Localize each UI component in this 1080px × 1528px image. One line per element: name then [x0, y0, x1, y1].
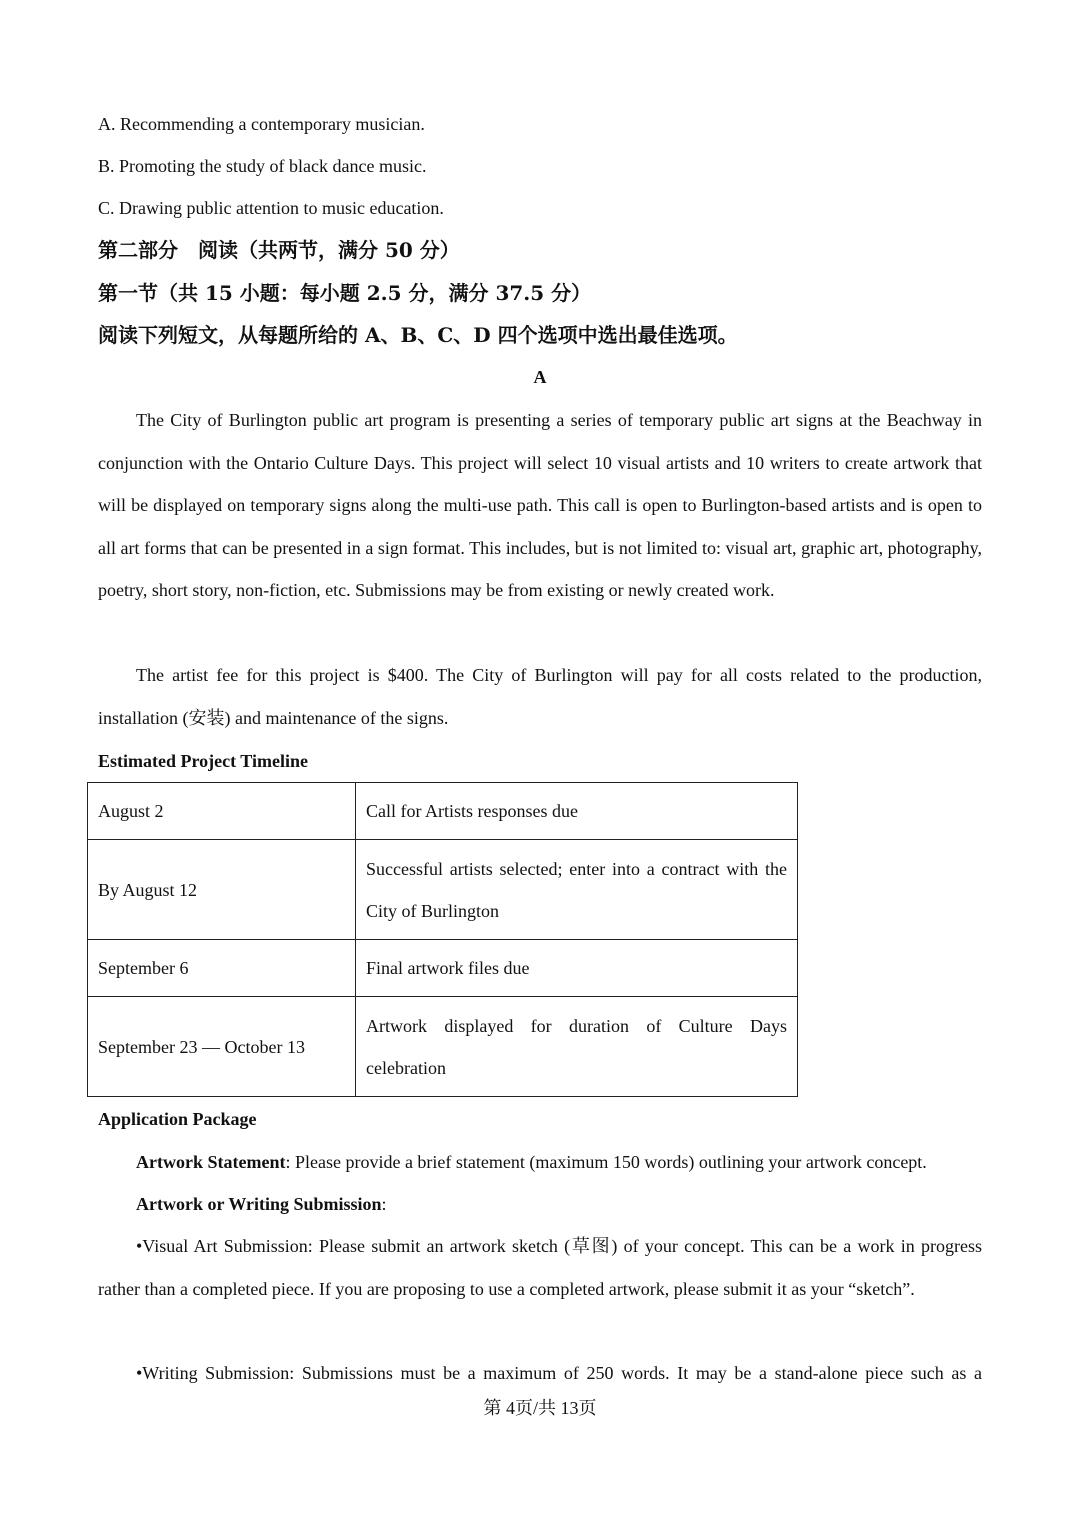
- part-two-heading: 第二部分 阅读（共两节，满分 50 分）: [98, 238, 460, 262]
- timeline-date: September 6: [88, 940, 356, 997]
- timeline-date: August 2: [88, 783, 356, 840]
- page-footer: 第 4页/共 13页: [483, 1398, 597, 1418]
- artwork-statement: [136, 1150, 927, 1174]
- submission-heading: [136, 1192, 387, 1216]
- table-row: [88, 940, 798, 997]
- timeline-event: Final artwork files due: [356, 940, 798, 997]
- timeline-date: By August 12: [88, 840, 356, 940]
- answer-option-a: A. Recommending a contemporary musician.: [98, 114, 425, 134]
- reading-instructions: 阅读下列短文，从每题所给的 A、B、C、D 四个选项中选出最佳选项。: [98, 323, 738, 347]
- table-row: [88, 783, 798, 840]
- timeline-event: Successful artists selected; enter into a contract with the City of Burlington: [356, 840, 798, 940]
- passage-paragraph-1: The City of Burlington public art program is presenting a series of temporary public art signs at the Beachway in conjunction with the Ontario Culture Days. This project will select 10 visual artists and 10 writers to create artwork that will be displayed on temporary signs along the multi-use path. This call is open to Burlington-based artists and is open to all art forms that can be presented in a sign format. This includes, but is not limited to: visual art, graphic art, photography, poetry, short story, non-fiction, etc. Submissions may be from existing or newly created work.: [98, 410, 982, 600]
- artwork-statement-text: : Please provide a brief statement (maximum 150 words) outlining your artwork concept.: [285, 1152, 927, 1172]
- submission-colon: :: [381, 1194, 387, 1214]
- timeline-date: September 23 — October 13: [88, 997, 356, 1097]
- writing-submission: •Writing Submission: Submissions must be a maximum of 250 words. It may be a stand-alone piece such as a: [136, 1363, 982, 1383]
- timeline-event: Call for Artists responses due: [356, 783, 798, 840]
- submission-label: Artwork or Writing Submission: [136, 1194, 382, 1214]
- passage-letter: A: [533, 367, 547, 387]
- table-row: [88, 840, 798, 940]
- answer-option-c: C. Drawing public attention to music education.: [98, 198, 444, 218]
- passage-paragraph-2: The artist fee for this project is $400. The City of Burlington will pay for all costs related to the production, installation (安装) and maintenance of the signs.: [98, 665, 982, 728]
- timeline-heading: Estimated Project Timeline: [98, 751, 308, 771]
- timeline-event: Artwork displayed for duration of Culture Days celebration: [356, 997, 798, 1097]
- answer-option-b: B. Promoting the study of black dance music.: [98, 156, 427, 176]
- visual-art-submission: •Visual Art Submission: Please submit an artwork sketch (草图) of your concept. This can be a work in progress rather than a completed piece. If you are proposing to use a completed artwork, please submit it as your “sketch”.: [98, 1236, 982, 1299]
- artwork-statement-label: Artwork Statement: [136, 1152, 286, 1172]
- timeline-table: [87, 782, 798, 1097]
- table-row: [88, 997, 798, 1097]
- section-one-heading: 第一节（共 15 小题：每小题 2.5 分，满分 37.5 分）: [98, 281, 592, 305]
- application-heading: Application Package: [98, 1109, 257, 1129]
